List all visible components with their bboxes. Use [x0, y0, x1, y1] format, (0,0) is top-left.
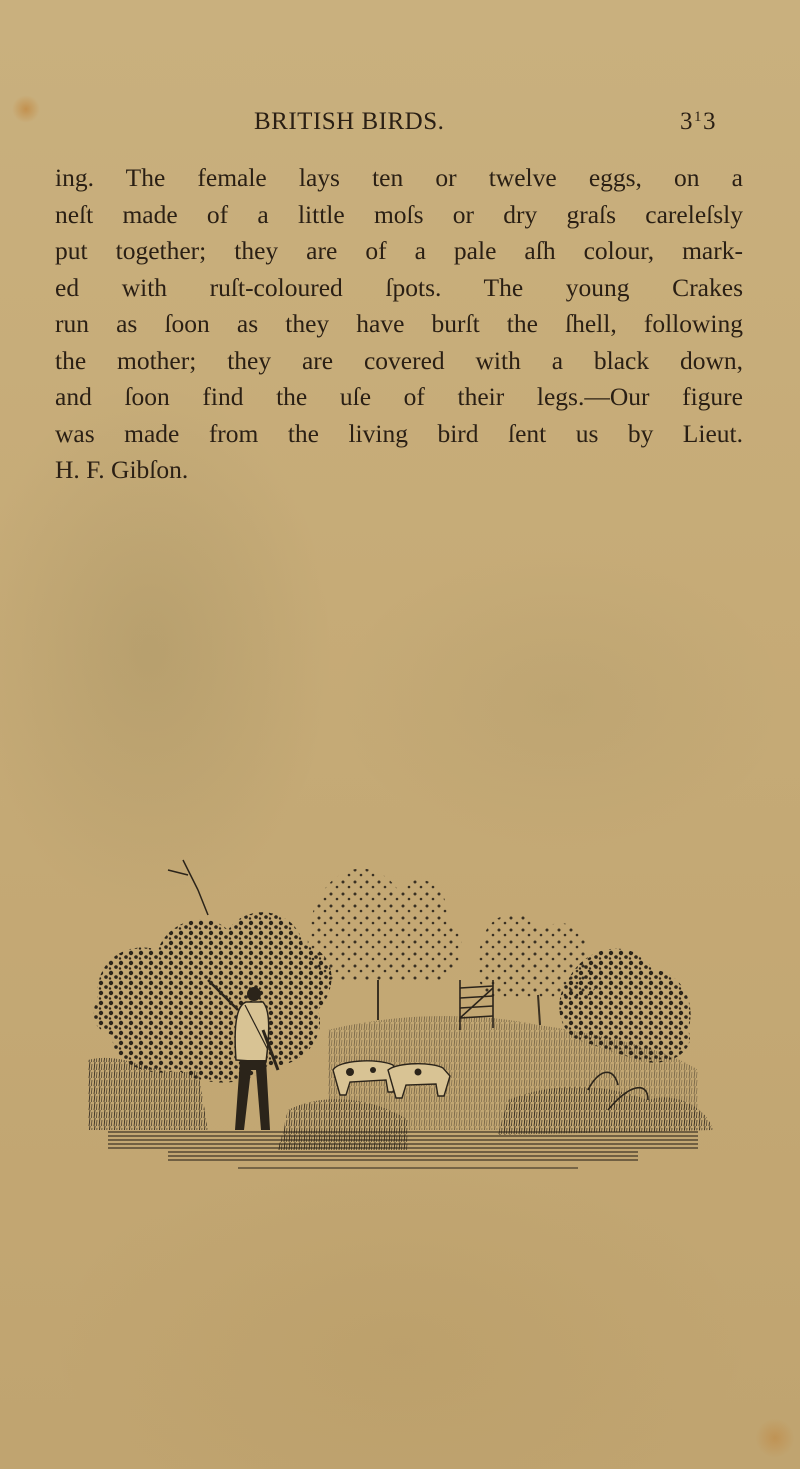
page-number-superscript: 1 [694, 109, 702, 125]
foxing-stain [12, 95, 40, 123]
foxing-stain [755, 1418, 795, 1458]
text-line: H. F. Gibſon. [55, 455, 189, 484]
body-paragraph [55, 160, 743, 489]
page-number-suffix: 3 [703, 108, 716, 135]
text-line: the mother; they are covered with a black down, [55, 345, 743, 375]
text-line: neſt made of a little moſs or dry graſs careleſsly [55, 199, 743, 229]
water [108, 1130, 698, 1168]
running-head [254, 108, 716, 148]
text-line: ing. The female lays ten or twelve eggs, on a [55, 163, 743, 192]
text-line: was made from the living bird ſent us by Lieut. [55, 418, 743, 448]
trees-background [308, 869, 601, 1025]
hunting-scene-illustration [88, 830, 728, 1175]
text-line: put together; they are of a pale aſh colour, mark- [55, 236, 743, 265]
text-line: and ſoon find the uſe of their legs.—Our figure [55, 382, 743, 411]
woodcut-vignette [88, 830, 728, 1175]
page-number-prefix: 3 [680, 108, 693, 135]
page-number [680, 108, 716, 136]
bush-left [93, 860, 332, 1083]
text-line: run as ſoon as they have burſt the ſhell, following [55, 309, 743, 338]
text-line: ed with ruſt-coloured ſpots. The young Crakes [55, 272, 743, 302]
running-head-title: BRITISH BIRDS. [254, 108, 445, 135]
